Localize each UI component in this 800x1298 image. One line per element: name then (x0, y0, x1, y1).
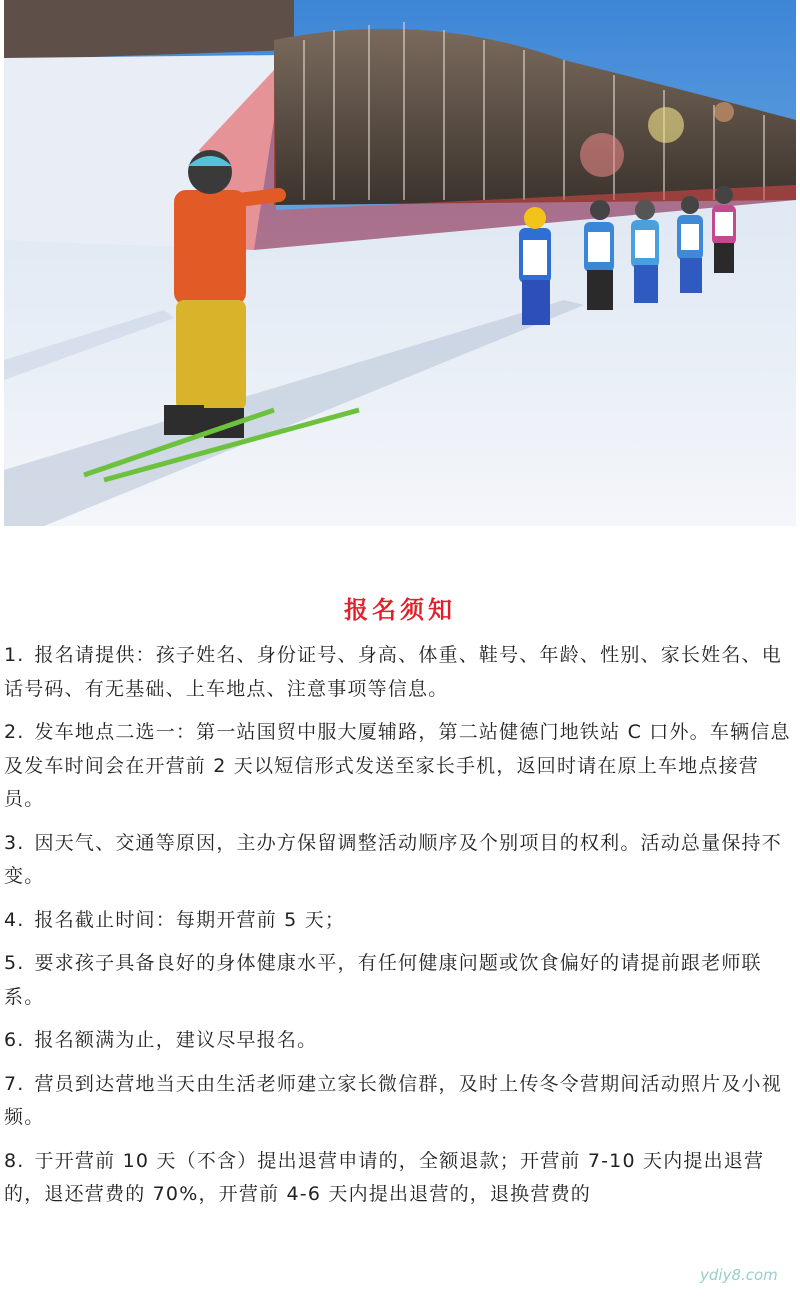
notice-item (4, 639, 796, 706)
notice-item (4, 904, 796, 938)
item-text: 营员到达营地当天由生活老师建立家长微信群，及时上传冬令营期间活动照片及小视频。 (4, 1072, 782, 1128)
item-number: 8. (4, 1149, 25, 1172)
item-number: 3. (4, 831, 25, 854)
ski-lesson-image (4, 0, 796, 526)
notice-item (4, 1145, 796, 1212)
notice-title: 报名须知 (344, 596, 456, 624)
item-text: 报名请提供：孩子姓名、身份证号、身高、体重、鞋号、年龄、性别、家长姓名、电话号码、有无基础、上车地点、注意事项等信息。 (4, 644, 782, 700)
item-text: 报名截止时间：每期开营前 5 天； (34, 908, 346, 931)
item-number: 7. (4, 1072, 25, 1095)
item-text: 因天气、交通等原因，主办方保留调整活动顺序及个别项目的权利。活动总量保持不变。 (4, 831, 782, 887)
item-number: 6. (4, 1029, 25, 1051)
notice-item (4, 1068, 796, 1135)
notice-item (4, 947, 796, 1014)
notice-item (4, 827, 796, 894)
item-text: 报名额满为止，建议尽早报名。 (34, 1029, 318, 1051)
item-text: 发车地点二选一：第一站国贸中服大厦辅路，第二站健德门地铁站 C 口外。车辆信息及发车时间会在开营前 2 天以短信形式发送至家长手机，返回时请在原上车地点接营员。 (4, 721, 791, 810)
watermark: ydiy8.com (700, 1266, 778, 1284)
item-number: 4. (4, 908, 25, 931)
item-number: 5. (4, 952, 25, 974)
notice-item (4, 1024, 796, 1058)
hero-photo (4, 0, 796, 526)
item-text: 要求孩子具备良好的身体健康水平，有任何健康问题或饮食偏好的请提前跟老师联系。 (4, 952, 762, 1008)
notice-item (4, 716, 796, 817)
item-number: 1. (4, 644, 25, 666)
item-text: 于开营前 10 天（不含）提出退营申请的，全额退款；开营前 7-10 天内提出退营的，退还营费的 70%，开营前 4-6 天内提出退营的，退换营费的 (4, 1149, 765, 1205)
notice-list (4, 639, 796, 1222)
item-number: 2. (4, 721, 25, 743)
